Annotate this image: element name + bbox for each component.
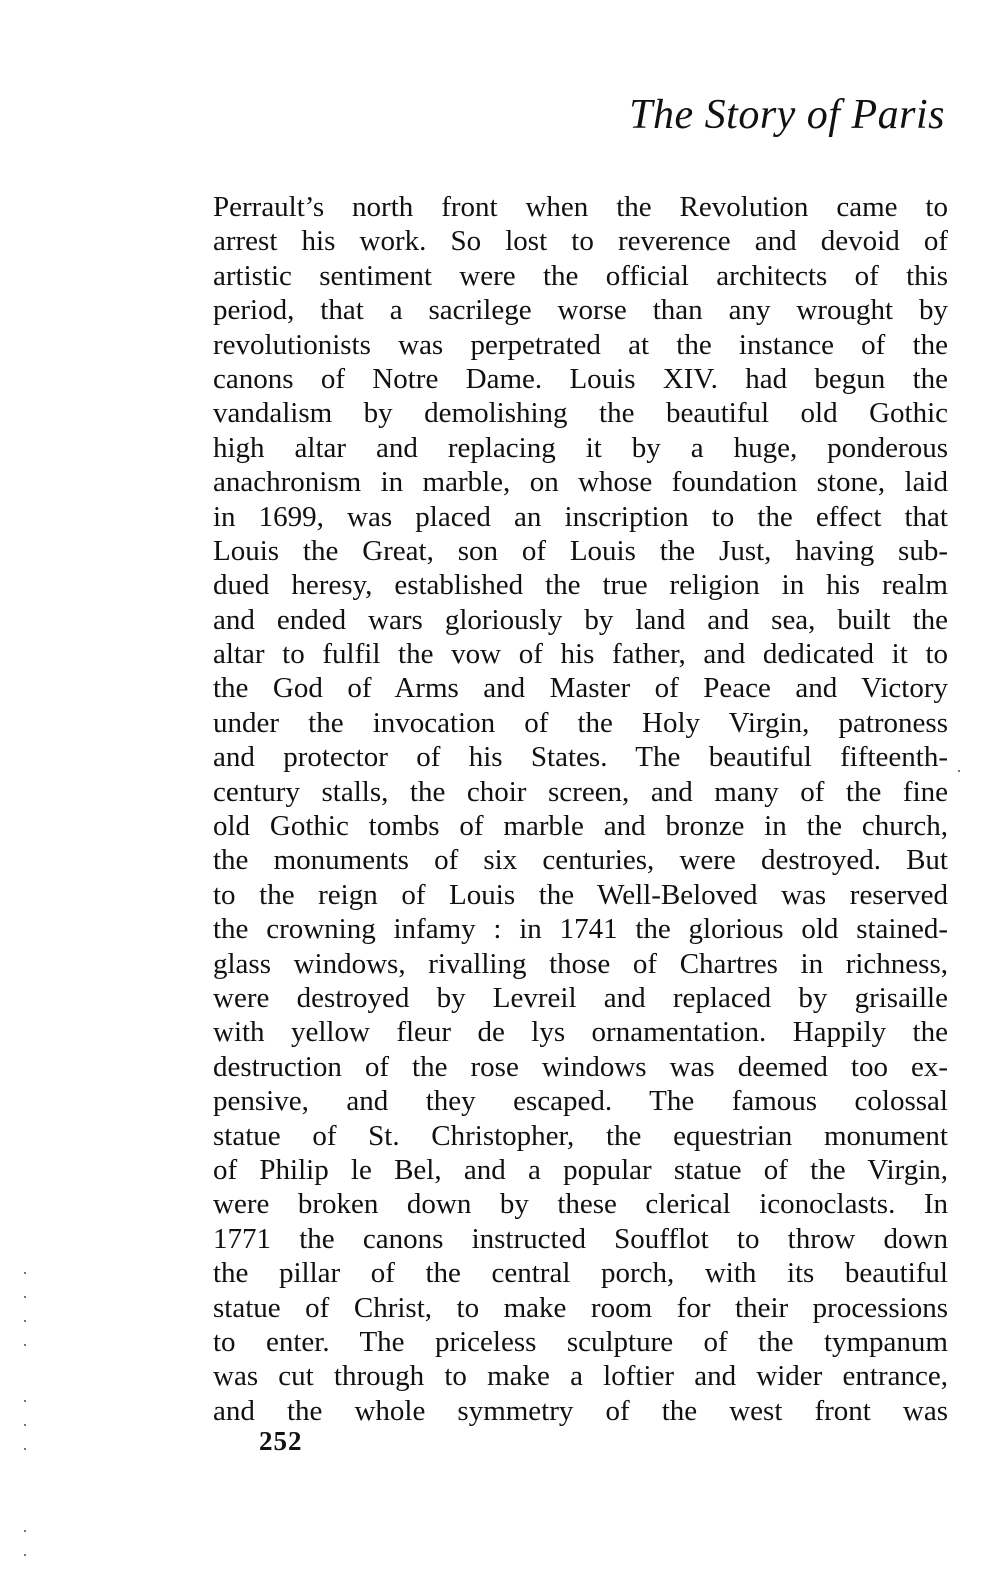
- scan-speck: [24, 1554, 26, 1556]
- running-head: The Story of Paris: [629, 92, 945, 138]
- scan-speck: [24, 1344, 26, 1346]
- text-line: high altar and replacing it by a huge, ponderous: [213, 431, 948, 464]
- page-number: 252: [259, 1426, 303, 1456]
- text-line: the monuments of six centuries, were destroyed. But: [213, 844, 948, 877]
- text-line: and ended wars gloriously by land and sea, built the: [213, 603, 948, 636]
- text-line: artistic sentiment were the official architects of this: [213, 259, 948, 292]
- text-line: of Philip le Bel, and a popular statue of the Virgin,: [213, 1153, 948, 1186]
- text-line: Perrault’s north front when the Revolution came to: [213, 191, 948, 223]
- scan-speck: [24, 1424, 26, 1426]
- text-line: to the reign of Louis the Well-Beloved was reserved: [213, 878, 948, 911]
- scan-speck: [24, 1296, 26, 1298]
- text-line: were broken down by these clerical iconoclasts. In: [213, 1188, 948, 1221]
- text-line: was cut through to make a loftier and wider entrance,: [213, 1360, 948, 1393]
- text-line: old Gothic tombs of marble and bronze in the church,: [213, 810, 948, 843]
- scan-speck: [24, 1448, 26, 1450]
- text-line: under the invocation of the Holy Virgin, patroness: [213, 706, 948, 739]
- text-line: with yellow fleur de lys ornamentation. Happily the: [213, 1016, 948, 1049]
- text-line: canons of Notre Dame. Louis XIV. had begun the: [213, 362, 948, 395]
- text-line: anachronism in marble, on whose foundation stone, laid: [213, 466, 948, 499]
- text-line: statue of St. Christopher, the equestrian monument: [213, 1119, 948, 1152]
- text-line: destruction of the rose windows was deemed too ex-: [213, 1050, 948, 1083]
- body-text: [213, 190, 948, 1428]
- text-line: period, that a sacrilege worse than any wrought by: [213, 294, 948, 327]
- text-line: the crowning infamy : in 1741 the glorious old stained-: [213, 913, 948, 946]
- text-line: the God of Arms and Master of Peace and Victory: [213, 672, 948, 705]
- text-line: to enter. The priceless sculpture of the tympanum: [213, 1325, 948, 1358]
- text-line: pensive, and they escaped. The famous colossal: [213, 1085, 948, 1118]
- text-line: vandalism by demolishing the beautiful old Gothic: [213, 397, 948, 430]
- text-line: dued heresy, established the true religion in his realm: [213, 569, 948, 602]
- scan-speck: [24, 1400, 26, 1402]
- scan-speck: [24, 1530, 26, 1532]
- text-line: arrest his work. So lost to reverence and devoid of: [213, 225, 948, 258]
- text-line: century stalls, the choir screen, and many of the fine: [213, 775, 948, 808]
- text-line: and protector of his States. The beautiful fifteenth-: [213, 741, 948, 774]
- text-line: altar to fulfil the vow of his father, and dedicated it to: [213, 638, 948, 671]
- text-line: statue of Christ, to make room for their processions: [213, 1291, 948, 1324]
- scan-speck: [24, 1320, 26, 1322]
- text-line: in 1699, was placed an inscription to the effect that: [213, 500, 948, 533]
- text-line: Louis the Great, son of Louis the Just, having sub-: [213, 534, 948, 567]
- text-line: the pillar of the central porch, with its beautiful: [213, 1257, 948, 1290]
- scan-speck: [24, 1272, 26, 1274]
- text-line: revolutionists was perpetrated at the instance of the: [213, 328, 948, 361]
- text-line: and the whole symmetry of the west front was: [213, 1394, 948, 1427]
- text-line: 1771 the canons instructed Soufflot to throw down: [213, 1222, 948, 1255]
- text-line: glass windows, rivalling those of Chartres in richness,: [213, 947, 948, 980]
- scan-speck: [958, 770, 960, 772]
- text-line: were destroyed by Levreil and replaced by grisaille: [213, 981, 948, 1014]
